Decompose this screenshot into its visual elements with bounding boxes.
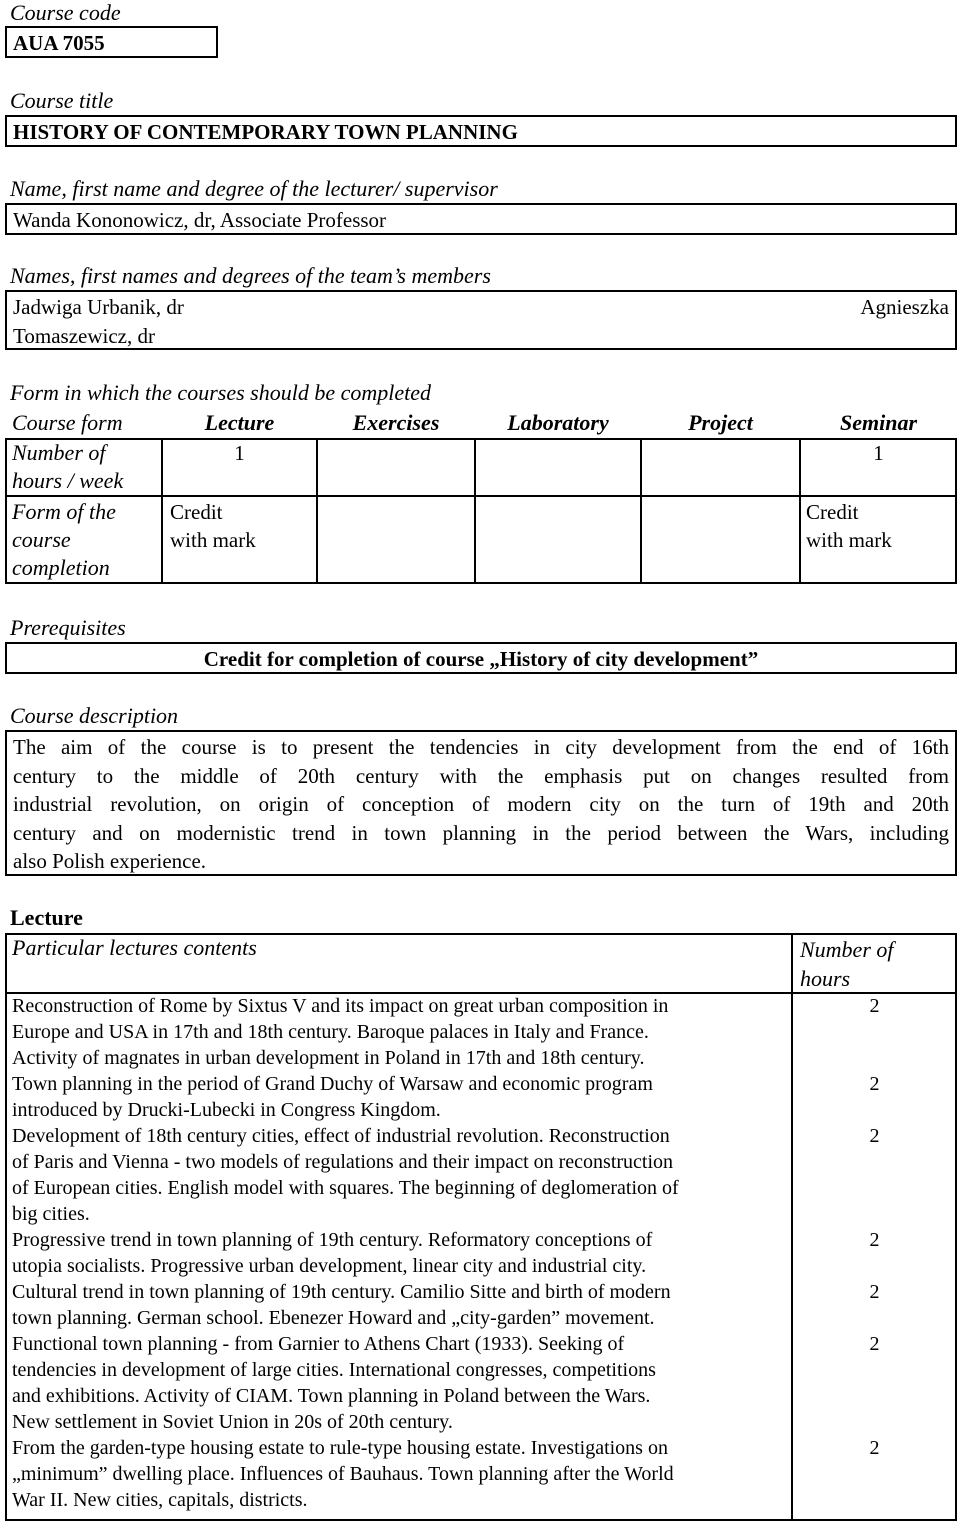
lecture-row-line: introduced by Drucki-Lubecki in Congress Kingdom. — [12, 1099, 441, 1121]
completion-seminar-line: with mark — [806, 528, 892, 552]
completion-lecture-line: with mark — [170, 528, 256, 552]
lecturer-value: Wanda Kononowicz, dr, Associate Professor — [13, 208, 387, 232]
form-header-exercises: Exercises — [352, 410, 440, 435]
lecture-row-line: Town planning in the period of Grand Duchy of Warsaw and economic program — [12, 1073, 653, 1095]
course-code-label: Course code — [10, 0, 121, 25]
lecture-row — [12, 1279, 787, 1331]
form-header-project: Project — [688, 410, 753, 435]
lecture-row-hours: 2 — [869, 995, 880, 1017]
form-col-divider — [640, 438, 642, 584]
lecture-row-line: Cultural trend in town planning of 19th century. Camilio Sitte and birth of modern — [12, 1281, 671, 1303]
course-code-box — [5, 26, 218, 58]
lecture-row-hours: 2 — [869, 1437, 880, 1459]
completion-lecture-line: Credit — [170, 500, 223, 524]
description-line: century to the middle of 20th century with the emphasis put on changes resulted from — [13, 763, 949, 788]
lecture-col2-header-line: Number of — [800, 937, 894, 962]
hours-label-line: Number of — [12, 440, 106, 465]
description-line: The aim of the course is to present the tendencies in city development from the end of 16th — [13, 735, 949, 759]
description-box — [5, 730, 957, 876]
team-label: Names, first names and degrees of the team’s members — [10, 263, 491, 288]
lecture-col1-header: Particular lectures contents — [12, 935, 257, 960]
form-col-divider — [316, 438, 318, 584]
lecture-row — [12, 1227, 787, 1279]
lecturer-label: Name, first name and degree of the lecturer/ supervisor — [10, 176, 498, 201]
form-col-divider — [474, 438, 476, 584]
lecture-row-line: Activity of magnates in urban development in Poland in 17th and 18th century. — [12, 1047, 645, 1069]
course-title-label: Course title — [10, 88, 114, 113]
prerequisites-box — [5, 642, 957, 674]
team-line-1: Jadwiga Urbanik, dr — [13, 295, 184, 319]
description-line: also Polish experience. — [13, 849, 207, 873]
lecture-row — [12, 1071, 787, 1123]
lecture-row — [12, 1123, 787, 1227]
lecture-col2-header — [800, 935, 894, 993]
lecturer-box — [5, 203, 957, 235]
lecture-row — [12, 1331, 787, 1435]
lecture-col2-header-line: hours — [800, 966, 851, 991]
lecture-row-line: War II. New cities, capitals, districts. — [12, 1489, 308, 1511]
completion-seminar-line: Credit — [806, 500, 859, 524]
lecture-row-line: Progressive trend in town planning of 19th century. Reformatory conceptions of — [12, 1229, 653, 1251]
lecture-row-line: and exhibitions. Activity of CIAM. Town planning in Poland between the Wars. — [12, 1385, 651, 1407]
description-line: century and on modernistic trend in town planning in the period between the Wars, including — [13, 820, 949, 845]
hours-seminar: 1 — [873, 441, 884, 465]
completion-label — [12, 498, 116, 582]
lecture-row-line: Development of 18th century cities, effect of industrial revolution. Reconstruction — [12, 1125, 670, 1147]
course-title-box — [5, 115, 957, 147]
team-right: Agnieszka — [860, 295, 949, 319]
lecture-row-line: tendencies in development of large cities. International congresses, competitions — [12, 1359, 656, 1381]
lecture-row-hours: 2 — [869, 1073, 880, 1095]
lecture-row-line: Functional town planning - from Garnier to Athens Chart (1933). Seeking of — [12, 1333, 625, 1355]
lecture-heading: Lecture — [10, 905, 83, 930]
prerequisites-label: Prerequisites — [10, 615, 126, 640]
completion-label-line: Form of the — [12, 499, 116, 524]
team-box — [5, 290, 957, 350]
lecture-row — [12, 1435, 787, 1513]
lecture-row-hours: 2 — [869, 1333, 880, 1355]
lecture-row-line: of Paris and Vienna - two models of regulations and their impact on reconstruction — [12, 1151, 674, 1173]
form-label: Form in which the courses should be completed — [10, 380, 431, 405]
completion-lecture — [170, 498, 256, 554]
hours-label — [12, 439, 123, 495]
lecture-row-hours: 2 — [869, 1229, 880, 1251]
lecture-hours — [793, 993, 956, 1513]
lecture-row-line: utopia socialists. Progressive urban development, linear city and industrial city. — [12, 1255, 647, 1277]
form-row-divider — [5, 495, 957, 497]
description-text — [13, 733, 949, 876]
hours-label-line: hours / week — [12, 468, 124, 493]
lecture-row-line: Reconstruction of Rome by Sixtus V and its impact on great urban composition in — [12, 995, 669, 1017]
lecture-row-hours: 2 — [869, 1281, 880, 1303]
lecture-row — [12, 993, 787, 1071]
lecture-row-line: From the garden-type housing estate to rule-type housing estate. Investigations on — [12, 1437, 668, 1459]
form-header-course-form: Course form — [12, 410, 123, 435]
hours-lecture: 1 — [234, 441, 245, 465]
lecture-row-line: Europe and USA in 17th and 18th century. Baroque palaces in Italy and France. — [12, 1021, 649, 1043]
course-title-value: HISTORY OF CONTEMPORARY TOWN PLANNING — [13, 120, 518, 144]
lecture-row-hours: 2 — [869, 1125, 880, 1147]
lecture-row-line: of European cities. English model with squares. The beginning of deglomeration of — [12, 1177, 679, 1199]
lecture-rows — [12, 993, 787, 1513]
course-code-value: AUA 7055 — [13, 31, 105, 55]
lecture-row-line: town planning. German school. Ebenezer Howard and „city-garden” movement. — [12, 1307, 655, 1329]
description-label: Course description — [10, 703, 179, 728]
lecture-row-line: New settlement in Soviet Union in 20s of 20th century. — [12, 1411, 453, 1433]
lecture-row-line: „minimum” dwelling place. Influences of Bauhaus. Town planning after the World — [12, 1463, 674, 1485]
prerequisites-value: Credit for completion of course „History of city development” — [203, 647, 759, 671]
team-line-2: Tomaszewicz, dr — [13, 324, 155, 348]
completion-seminar — [806, 498, 892, 554]
completion-label-line: course — [12, 527, 71, 552]
form-header-laboratory: Laboratory — [507, 410, 609, 435]
form-header-seminar: Seminar — [839, 410, 918, 435]
completion-label-line: completion — [12, 555, 110, 580]
form-header-lecture: Lecture — [204, 410, 275, 435]
description-line: industrial revolution, on origin of conception of modern city on the turn of 19th and 20th — [13, 792, 949, 816]
lecture-row-line: big cities. — [12, 1203, 90, 1225]
